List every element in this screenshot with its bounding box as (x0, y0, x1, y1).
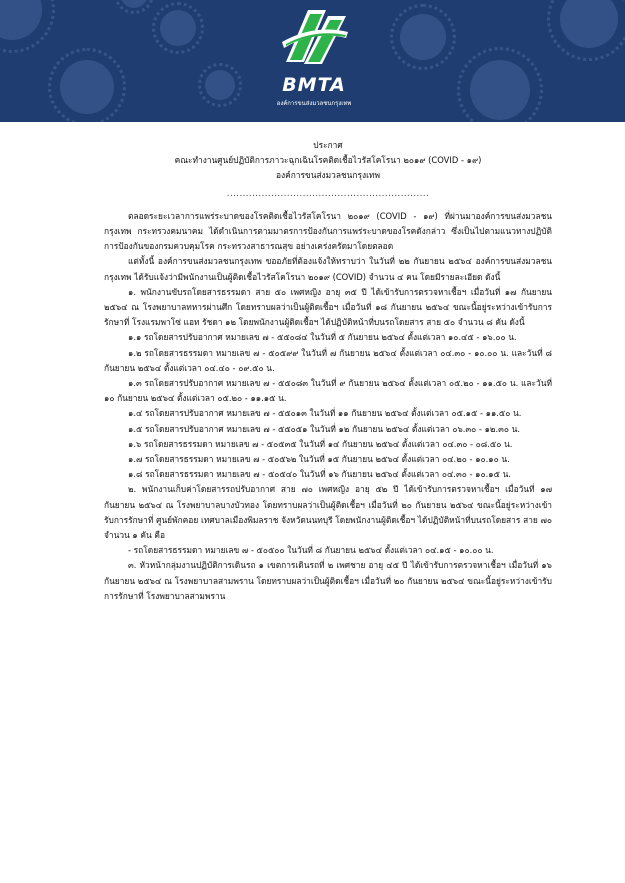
doc-organization: องค์การขนส่งมวลชนกรุงเทพ (276, 170, 380, 181)
virus-decoration-icon (205, 70, 235, 100)
doc-committee: คณะทำงานศูนย์ปฏิบัติการภาวะฉุกเฉินโรคติดเชื้อไวรัสโคโรนา ๒๐๑๙ (COVID - ๑๙) (174, 155, 482, 166)
document-body (104, 138, 552, 604)
virus-decoration-icon (120, 0, 148, 8)
bmta-emblem-icon (268, 2, 360, 76)
case-1-item: ๑.๒ รถโดยสารธรรมดา หมายเลข ๗ - ๕๐๕๙๙ ในวันที่ ๗ กันยายน ๒๕๖๔ ตั้งแต่เวลา ๐๔.๓๐ - ๑๐.๐๐ น. และวันที่ ๘ กันยายน ๒๕๖๔ ตั้งแต่เวลา ๐๔.๔๐ - ๐๙.๕๐ น. (104, 347, 552, 373)
virus-decoration-icon (400, 14, 446, 60)
case-2: ๒. พนักงานเก็บค่าโดยสารรถปรับอากาศ สาย ๗๐ เพศหญิง อายุ ๕๒ ปี ได้เข้ารับการตรวจหาเชื้อฯ เมื่อวันที่ ๑๗ กันยายน ๒๕๖๔ ณ โรงพยาบาลบางบัวทอง โดยทราบผลว่าเป็นผู้ติดเชื้อฯ เมื่อวันที่ ๒๐ กันยายน ๒๕๖๔ ขณะนี้อยู่ระหว่างเข้ารับการรักษาที่ ศูนย์พักคอย เทศบาลเมืองพิมลราช จังหวัดนนทบุรี โดยพนักงานผู้ติดเชื้อฯ ได้ปฏิบัติหน้าที่บนรถโดยสาร สาย ๗๐ จำนวน ๑ คัน คือ (104, 484, 552, 541)
case-1: ๑. พนักงานขับรถโดยสารธรรมดา สาย ๕๐ เพศหญิง อายุ ๓๕ ปี ได้เข้ารับการตรวจหาเชื้อฯ เมื่อวันที่ ๑๗ กันยายน ๒๕๖๔ ณ โรงพยาบาลทหารผ่านศึก โดยทราบผลว่าเป็นผู้ติดเชื้อฯ เมื่อวันที่ ๑๘ กันยายน ๒๕๖๔ ขณะนี้อยู่ระหว่างเข้ารับการรักษาที่ โรงแรมพาโซ่ แอท รัชดา ๑๒ โดยพนักงานผู้ติดเชื้อฯ ได้ปฏิบัติหน้าที่บนรถโดยสาร สาย ๕๐ จำนวน ๘ คัน ดังนี้ (104, 286, 552, 328)
logo-abbreviation: BMTA (282, 74, 346, 96)
case-2-item: - รถโดยสารธรรมดา หมายเลข ๗ - ๕๐๕๐๐ ในวันที่ ๘ กันยายน ๒๕๖๔ ตั้งแต่เวลา ๐๔.๑๕ - ๑๐.๐๐ น. (128, 545, 494, 556)
case-3: ๓. หัวหน้ากลุ่มงานปฏิบัติการเดินรถ ๑ เขตการเดินรถที่ ๒ เพศชาย อายุ ๔๕ ปี ได้เข้ารับการตรวจหาเชื้อฯ เมื่อวันที่ ๑๖ กันยายน ๒๕๖๔ ณ โรงพยาบาลสามพราน โดยทราบผลว่าเป็นผู้ติดเชื้อฯ เมื่อวันที่ ๒๐ กันยายน ๒๕๖๔ ขณะนี้อยู่ระหว่างเข้ารับการรักษาที่ โรงพยาบาลสามพราน (104, 560, 552, 601)
separator-line: ................................................................ (226, 187, 430, 198)
case-1-item: ๑.๕ รถโดยสารปรับอากาศ หมายเลข ๗ - ๕๕๐๕๑ ในวันที่ ๑๒ กันยายน ๒๕๖๔ ตั้งแต่เวลา ๐๖.๓๐ - ๑๒.๓๐ น. (128, 423, 520, 434)
virus-decoration-icon (560, 0, 618, 48)
paragraph-intro: ตลอดระยะเวลาการแพร่ระบาดของโรคติดเชื้อไวรัสโคโรนา ๒๐๑๙ (COVID - ๑๙) ที่ผ่านมาองค์การขนส่งมวลชนกรุงเทพ กระทรวงคมนาคม ได้ดำเนินการตามมาตรการป้องกันการแพร่ระบาดของโรคดังกล่าว ซึ่งเป็นไปตามแนวทางปฏิบัติการป้องกันของกรมควบคุมโรค กระทรวงสาธารณสุข อย่างเคร่งครัดมาโดยตลอด (104, 210, 552, 252)
virus-decoration-icon (60, 60, 114, 114)
case-1-item: ๑.๘ รถโดยสารธรรมดา หมายเลข ๗ - ๕๐๕๔๐ ในวันที่ ๑๖ กันยายน ๒๕๖๔ ตั้งแต่เวลา ๐๔.๓๐ - ๑๐.๑๕ น. (128, 469, 511, 480)
bmta-logo (268, 2, 360, 118)
case-1-item: ๑.๑ รถโดยสารปรับอากาศ หมายเลข ๗ - ๕๕๐๘๔ ในวันที่ ๕ กันยายน ๒๕๖๔ ตั้งแต่เวลา ๑๐.๔๕ - ๑๖.๐๐ น. (128, 332, 517, 343)
case-1-item: ๑.๓ รถโดยสารปรับอากาศ หมายเลข ๗ - ๕๕๐๘๓ ในวันที่ ๙ กันยายน ๒๕๖๔ ตั้งแต่เวลา ๐๕.๒๐ - ๑๑.๕๐ น. และวันที่ ๑๐ กันยายน ๒๕๖๔ ตั้งแต่เวลา ๐๕.๒๐ - ๑๑.๑๕ น. (104, 378, 552, 404)
doc-heading: ประกาศ (313, 140, 343, 150)
case-1-item: ๑.๔ รถโดยสารปรับอากาศ หมายเลข ๗ - ๕๕๐๑๓ ในวันที่ ๑๑ กันยายน ๒๕๖๔ ตั้งแต่เวลา ๐๕.๑๕ - ๑๑.๕๐ น. (128, 408, 522, 419)
virus-decoration-icon (0, 0, 42, 40)
case-1-item: ๑.๖ รถโดยสารธรรมดา หมายเลข ๗ - ๕๐๕๓๕ ในวันที่ ๑๔ กันยายน ๒๕๖๔ ตั้งแต่เวลา ๐๔.๓๐ - ๐๘.๕๐ น. (128, 438, 513, 449)
case-1-item: ๑.๗ รถโดยสารธรรมดา หมายเลข ๗ - ๕๐๕๖๒ ในวันที่ ๑๕ กันยายน ๒๕๖๔ ตั้งแต่เวลา ๐๔.๒๐ - ๑๐.๑๐ น. (128, 454, 510, 465)
paragraph-notice: แต่ทั้งนี้ องค์การขนส่งมวลชนกรุงเทพ ขออภัยที่ต้องแจ้งให้ทราบว่า ในวันที่ ๒๒ กันยายน ๒๕๖๔ องค์การขนส่งมวลชนกรุงเทพ ได้รับแจ้งว่ามีพนักงานเป็นผู้ติดเชื้อไวรัสโคโรนา ๒๐๑๙ (COVID) จำนวน ๔ คน โดยมีรายละเอียด ดังนี้ (104, 256, 552, 282)
virus-decoration-icon (160, 10, 196, 46)
header-banner (0, 0, 625, 122)
logo-subtitle: องค์การขนส่งมวลชนกรุงเทพ (276, 100, 352, 107)
virus-decoration-icon (470, 60, 530, 120)
